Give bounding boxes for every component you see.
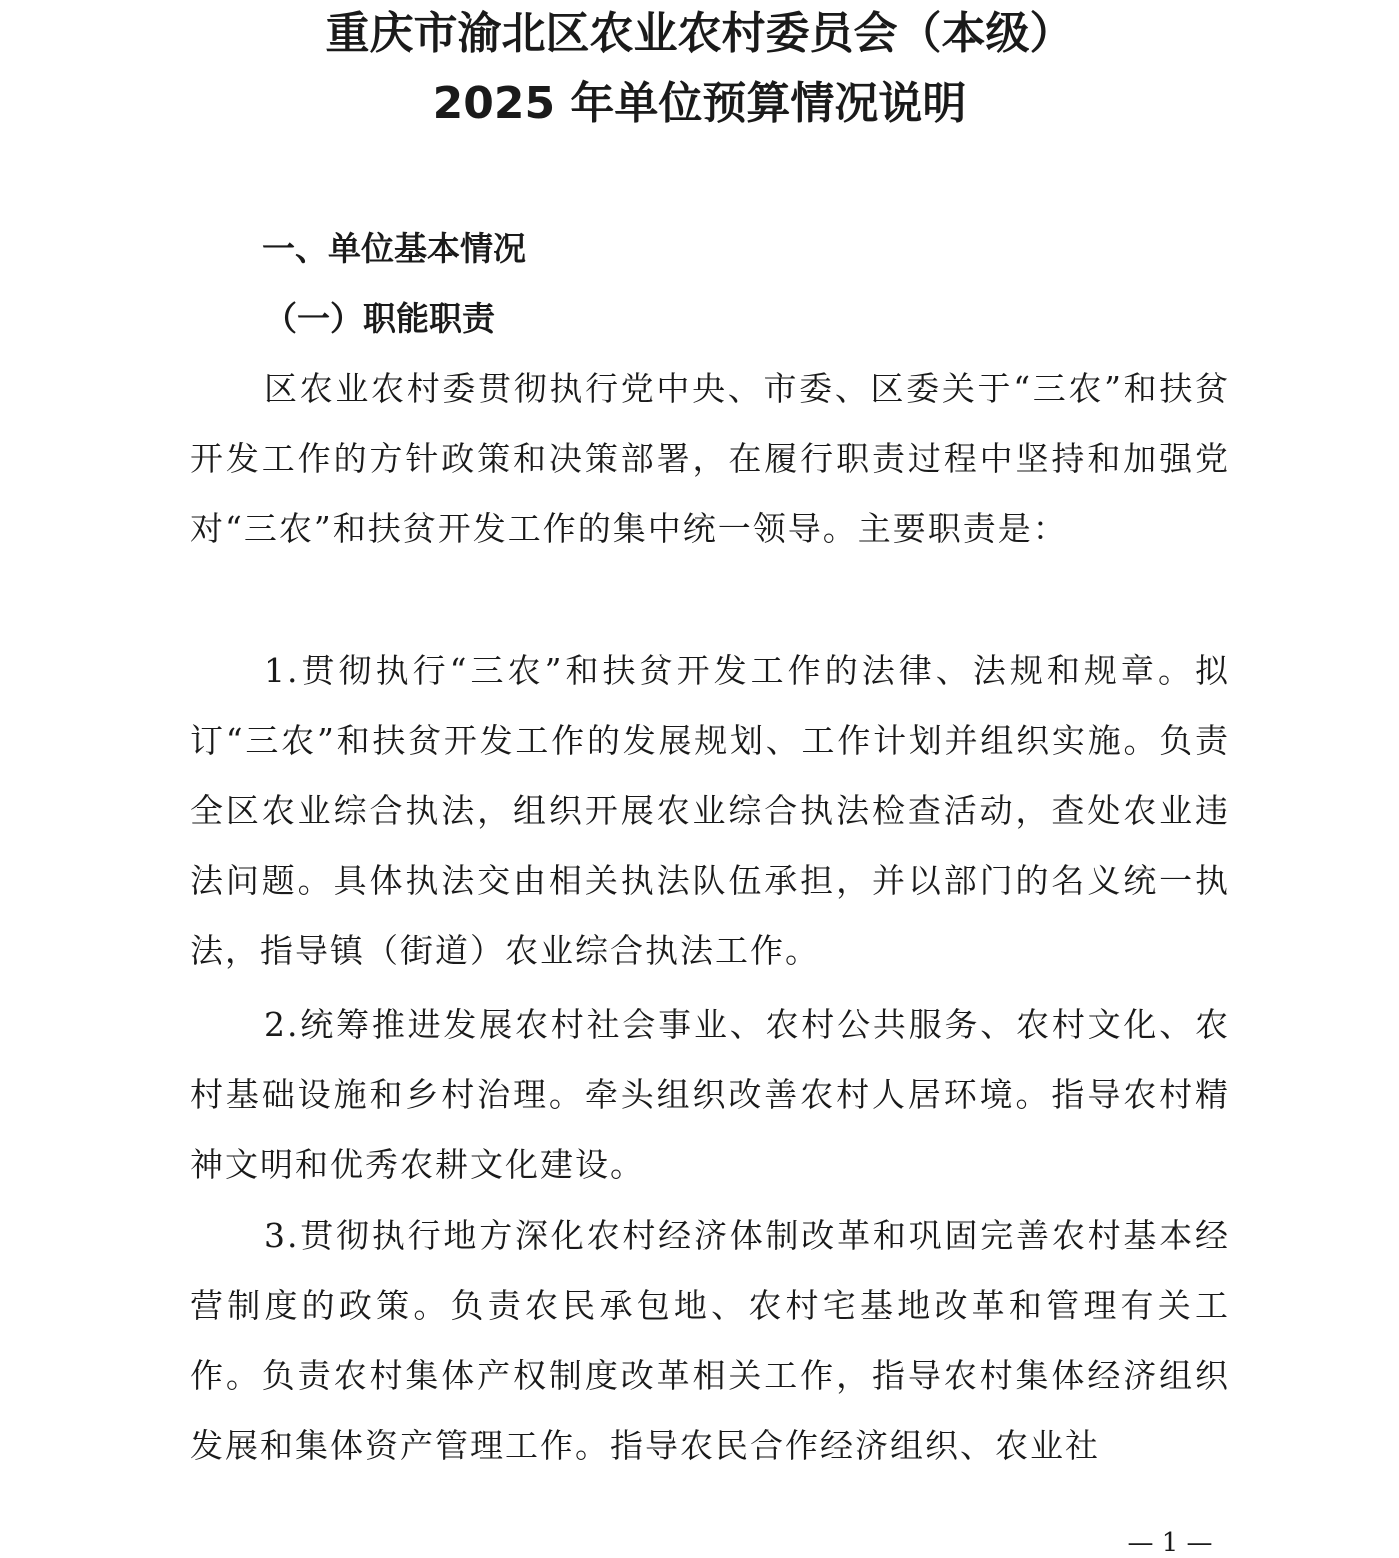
document-title-line2: 2025 年单位预算情况说明 (432, 78, 967, 129)
paragraph-intro: 区农业农村委贯彻执行党中央、市委、区委关于“三农”和扶贫开发工作的方针政策和决策部署，在履行职责过程中坚持和加强党对“三农”和扶贫开发工作的集中统一领导。主要职责是： (190, 369, 1230, 548)
paragraph-duty-1: 1.贯彻执行“三农”和扶贫开发工作的法律、法规和规章。拟订“三农”和扶贫开发工作的发展规划、工作计划并组织实施。负责全区农业综合执法，组织开展农业综合执法检查活动，查处农业违法问题。具体执法交由相关执法队伍承担，并以部门的名义统一执法，指导镇（街道）农业综合执法工作。 (190, 651, 1230, 970)
section-heading: 一、单位基本情况 (262, 229, 526, 268)
document-title-line1: 重庆市渝北区农业农村委员会（本级） (325, 8, 1074, 59)
paragraph-duty-3: 3.贯彻执行地方深化农村经济体制改革和巩固完善农村基本经营制度的政策。负责农民承包地、农村宅基地改革和管理有关工作。负责农村集体产权制度改革相关工作，指导农村集体经济组织发展和集体资产管理工作。指导农民合作经济组织、农业社 (190, 1216, 1230, 1465)
paragraph-duty-2: 2.统筹推进发展农村社会事业、农村公共服务、农村文化、农村基础设施和乡村治理。牵头组织改善农村人居环境。指导农村精神文明和优秀农耕文化建设。 (190, 1005, 1230, 1184)
subsection-heading: （一）职能职责 (264, 299, 495, 338)
page-number: — 1 — (1127, 1528, 1213, 1558)
